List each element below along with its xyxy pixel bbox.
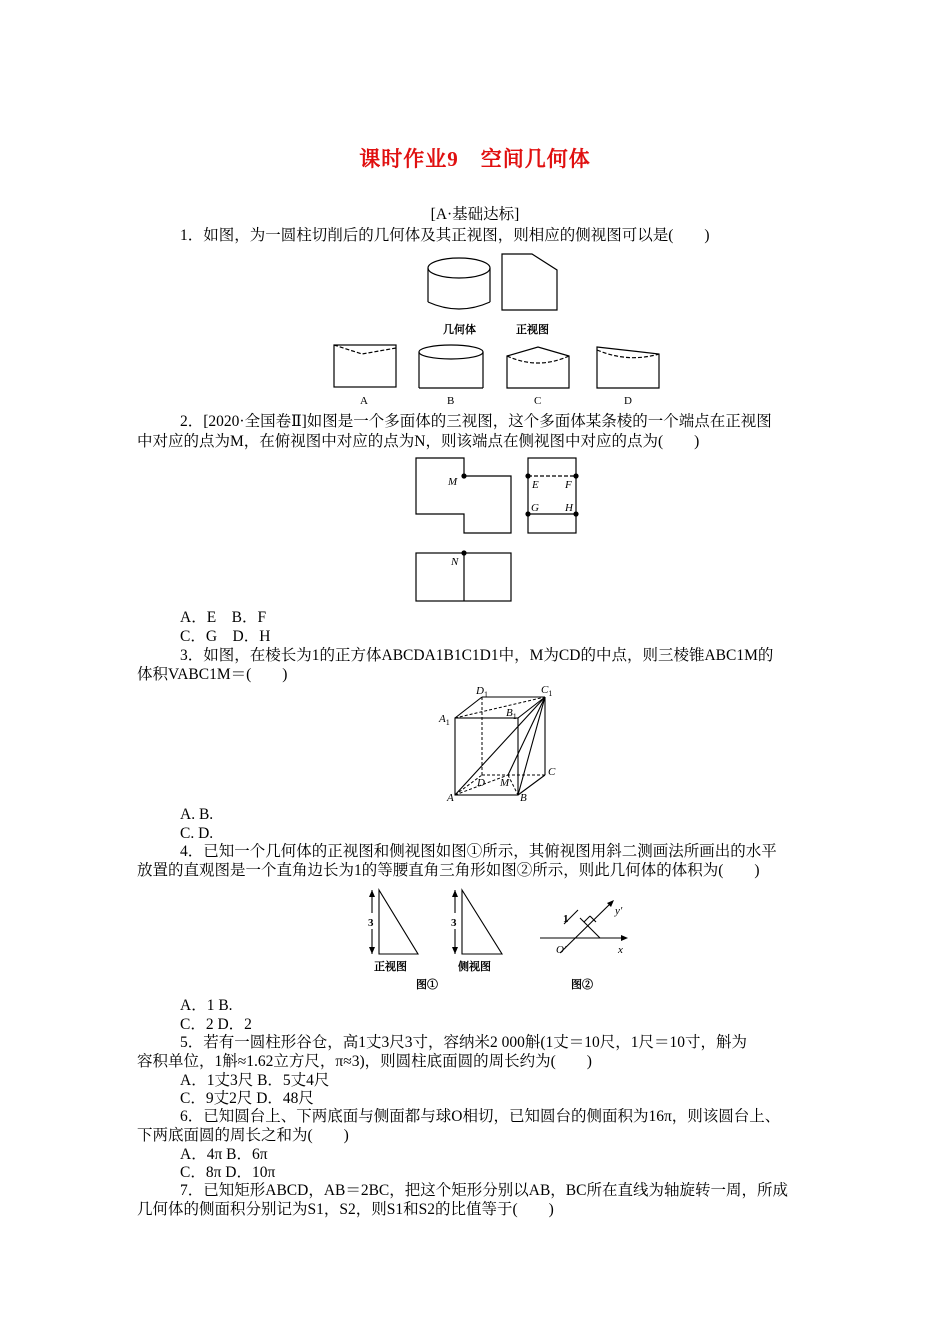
q1-label-solid: 几何体 (443, 324, 476, 336)
q1-opt-d: D (624, 395, 632, 407)
q2-point-f: F (565, 479, 572, 491)
q2-options-cd: C．G D．H (180, 628, 271, 645)
q2-point-m: M (448, 476, 458, 488)
q1-figure (0, 248, 950, 418)
q3-label-d1: $D_1$ (476, 685, 488, 699)
q2-point-g: G (531, 502, 539, 514)
q2-options-ab: A．E B．F (180, 609, 267, 626)
q3-options-ab: A. B. (180, 806, 214, 823)
q3-cube-figure (0, 684, 950, 804)
q4-options-cd: C．2 D．2 (180, 1016, 252, 1033)
q4-height-front: 3 (368, 917, 374, 929)
q4-height-side: 3 (451, 917, 457, 929)
q4-leg-length: 1 (563, 913, 569, 925)
q2-point-e: E (532, 479, 539, 491)
q1-opt-c: C (534, 395, 542, 407)
q1-label-front: 正视图 (516, 324, 549, 336)
q2-line2: 中对应的点为M，在俯视图中对应的点为N，则该端点在侧视图中对应的点为( ) (137, 433, 700, 450)
q3-options-cd: C. D. (180, 825, 214, 842)
q4-label-front: 正视图 (374, 961, 407, 973)
q4-fig2-caption: 图② (571, 979, 593, 991)
q2-point-n: N (451, 556, 459, 568)
q3-label-b: B (520, 792, 527, 804)
q5-options-ab: A．1丈3尺 B．5丈4尺 (180, 1072, 330, 1089)
q6-options-ab: A．4π B．6π (180, 1146, 268, 1163)
q5-line1: 5．若有一圆柱形谷仓，高1丈3尺3寸，容纳米2 000斛(1丈＝10尺，1尺＝10寸，斛为 (180, 1034, 748, 1051)
q4-figure (0, 880, 950, 995)
q4-axis-origin: O′ (556, 944, 567, 956)
q4-fig1-caption: 图① (416, 979, 438, 991)
q3-label-a: A (447, 792, 454, 804)
page-title: 课时作业9 空间几何体 (359, 147, 591, 171)
q5-options-cd: C．9丈2尺 D．48尺 (180, 1090, 314, 1107)
q7-line2: 几何体的侧面积分别记为S1，S2，则S1和S2的比值等于( ) (137, 1201, 554, 1218)
q1-text: 1．如图，为一圆柱切削后的几何体及其正视图，则相应的侧视图可以是( ) (180, 227, 710, 244)
q5-line2: 容积单位，1斛≈1.62立方尺，π≈3)，则圆柱底面圆的周长约为( ) (137, 1053, 592, 1070)
q4-axis-x: x (618, 944, 623, 956)
q1-opt-a: A (360, 395, 368, 407)
section-heading: [A·基础达标] (430, 206, 520, 223)
q3-label-b1: $B_1$ (506, 707, 517, 721)
q3-line1: 3．如图，在棱长为1的正方体ABCDA1B1C1D1中，M为CD的中点，则三棱锥ABC1M的 (180, 647, 774, 664)
q3-label-m: M (500, 777, 510, 789)
q6-line1: 6．已知圆台上、下两底面与侧面都与球O相切，已知圆台的侧面积为16π，则该圆台上、 (180, 1108, 781, 1125)
q2-figure (0, 452, 950, 612)
q3-label-d: D (477, 777, 485, 789)
q3-label-c1: $C_1$ (541, 684, 553, 698)
q2-point-h: H (565, 502, 573, 514)
q6-options-cd: C．8π D．10π (180, 1164, 276, 1181)
q4-options-ab: A．1 B. (180, 997, 233, 1014)
q4-label-side: 侧视图 (458, 961, 491, 973)
q6-line2: 下两底面圆的周长之和为( ) (137, 1127, 349, 1144)
q4-line1: 4．已知一个几何体的正视图和侧视图如图①所示，其俯视图用斜二测画法所画出的水平 (180, 843, 777, 860)
q1-opt-b: B (447, 395, 455, 407)
q4-axis-y: y′ (615, 905, 623, 917)
q2-line1: 2．[2020·全国卷Ⅱ]如图是一个多面体的三视图，这个多面体某条棱的一个端点在正视图 (180, 413, 772, 430)
q3-label-a1: $A_1$ (439, 713, 450, 727)
q4-line2: 放置的直观图是一个直角边长为1的等腰直角三角形如图②所示，则此几何体的体积为( ) (137, 862, 760, 879)
q3-label-c: C (548, 766, 556, 778)
q3-line2: 体积VABC1M＝( ) (137, 666, 288, 683)
q7-line1: 7．已知矩形ABCD，AB＝2BC，把这个矩形分别以AB，BC所在直线为轴旋转一周，所成 (180, 1182, 788, 1199)
